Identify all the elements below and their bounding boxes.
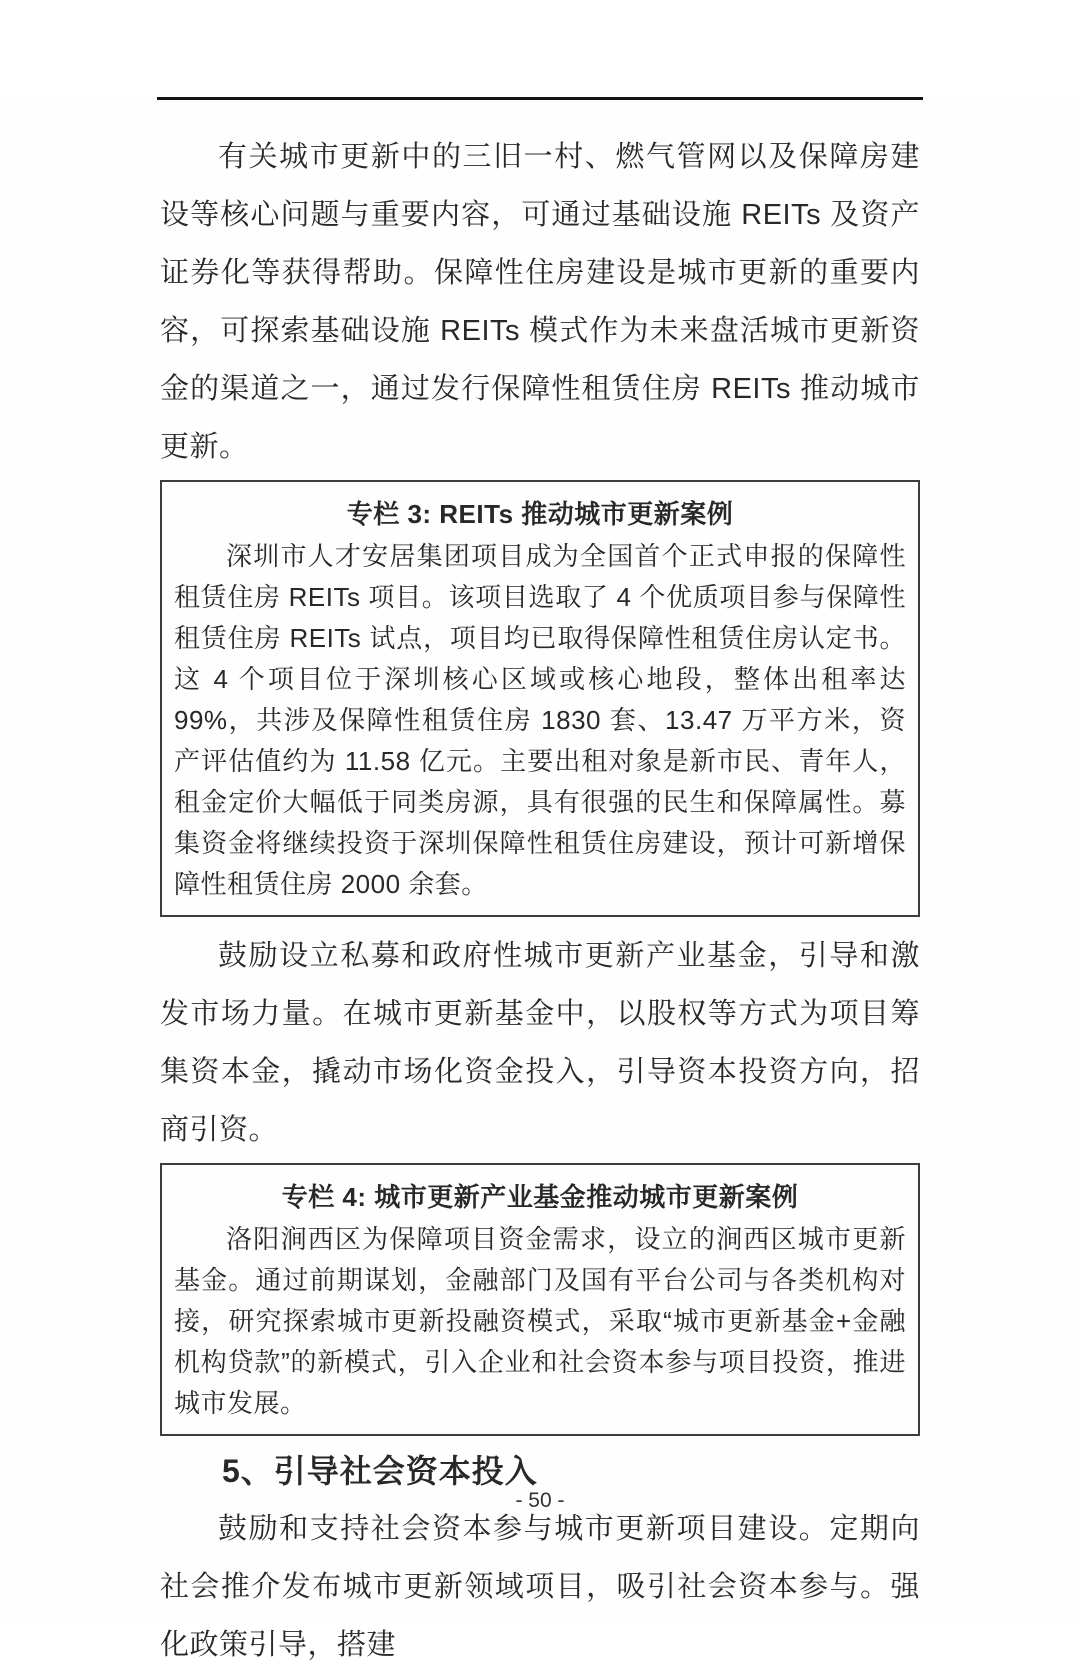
callout-box-3	[160, 480, 920, 917]
callout-4-title: 专栏 4: 城市更新产业基金推动城市更新案例	[281, 1182, 799, 1212]
document-page	[0, 97, 1080, 1661]
callout-box-4	[160, 1163, 920, 1436]
section-heading-5: 5、引导社会资本投入	[222, 1453, 538, 1489]
header-rule	[157, 97, 923, 100]
paragraph-fund-intro: 鼓励设立私募和政府性城市更新产业基金，引导和激发市场力量。在城市更新基金中，以股权等方式为项目筹集资本金，撬动市场化资金投入，引导资本投资方向，招商引资。	[160, 940, 920, 1146]
page-number: - 50 -	[515, 1489, 565, 1512]
paragraph-social-capital: 鼓励和支持社会资本参与城市更新项目建设。定期向社会推介发布城市更新领域项目，吸引社会资本参与。强化政策引导，搭建	[160, 1513, 920, 1661]
callout-3-body: 深圳市人才安居集团项目成为全国首个正式申报的保障性租赁住房 REITs 项目。该项目选取了 4 个优质项目参与保障性租赁住房 REITs 试点，项目均已取得保障性租赁住房认定书。这 4 个项目位于深圳核心区域或核心地段，整体出租率达 99%，共涉及保障性租赁住房 1830 套、13.47 万平方米，资产评估值约为 11.58 亿元。主要出租对象是新市民、青年人，租金定价大幅低于同类房源，具有很强的民生和保障属性。募集资金将继续投资于深圳保障性租赁住房建设，预计可新增保障性租赁住房 2000 余套。	[174, 541, 906, 899]
paragraph-reits-intro: 有关城市更新中的三旧一村、燃气管网以及保障房建设等核心问题与重要内容，可通过基础设施 REITs 及资产证券化等获得帮助。保障性住房建设是城市更新的重要内容，可探索基础设施 REITs 模式作为未来盘活城市更新资金的渠道之一，通过发行保障性租赁住房 REITs 推动城市更新。	[160, 141, 920, 463]
callout-4-body: 洛阳涧西区为保障项目资金需求，设立的涧西区城市更新基金。通过前期谋划，金融部门及国有平台公司与各类机构对接，研究探索城市更新投融资模式，采取“城市更新基金+金融机构贷款”的新模式，引入企业和社会资本参与项目投资，推进城市发展。	[174, 1224, 906, 1418]
callout-3-title: 专栏 3: REITs 推动城市更新案例	[346, 499, 734, 529]
